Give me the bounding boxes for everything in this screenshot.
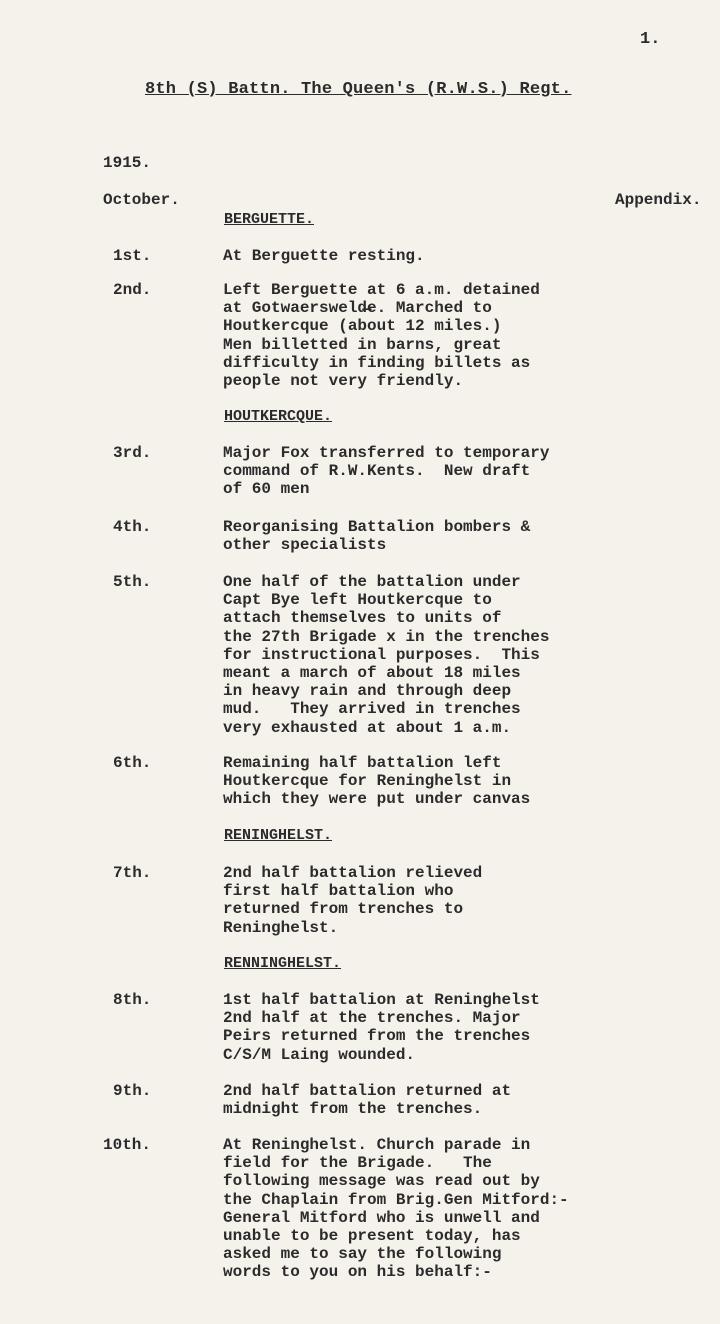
entry-text: Reorganising Battalion bombers & other specialists (223, 518, 531, 555)
location-heading-reninghelst: RENINGHELST. (224, 827, 333, 844)
entry-date: 2nd. (113, 281, 152, 299)
entry-text: 2nd half battalion returned at midnight from the trenches. (223, 1082, 512, 1119)
entry-date: 6th. (113, 754, 152, 772)
entry-text: Left Berguette at 6 a.m. detained at Gotwaersweld̶e. Marched to Houtkercque (about 12 miles.) Men billetted in barns, great difficulty in finding billets as people not very friendly. (223, 281, 540, 391)
month: October. (103, 191, 180, 209)
entry-text: At Reninghelst. Church parade in field for the Brigade. The following message was read out by the Chaplain from Brig.Gen Mitford:- General Mitford who is unwell and unable to be present today, has asked me to say the following words to you on his behalf:- (223, 1136, 569, 1282)
entry-text: One half of the battalion under Capt Bye left Houtkercque to attach themselves to units of the 27th Brigade x in the trenches for instructional purposes. This meant a march of about 18 miles in heavy rain and through deep mud. They arrived in trenches very exhausted at about 1 a.m. (223, 573, 550, 737)
year: 1915. (103, 154, 152, 172)
location-heading-houtkercque: HOUTKERCQUE. (224, 408, 333, 425)
entry-date: 3rd. (113, 444, 152, 462)
appendix-label: Appendix. (615, 191, 702, 209)
location-heading-renninghelst: RENNINGHELST. (224, 955, 342, 972)
entry-text: Remaining half battalion left Houtkercque for Reninghelst in which they were put under canvas (223, 754, 531, 809)
entry-date: 10th. (103, 1136, 152, 1154)
entry-date: 4th. (113, 518, 152, 536)
entry-date: 7th. (113, 864, 152, 882)
entry-date: 8th. (113, 991, 152, 1009)
entry-text: Major Fox transferred to temporary command of R.W.Kents. New draft of 60 men (223, 444, 550, 499)
location-heading-berguette: BERGUETTE. (224, 211, 315, 228)
entry-text: 1st half battalion at Reninghelst 2nd half at the trenches. Major Peirs returned from the trenches C/S/M Laing wounded. (223, 991, 540, 1064)
entry-text: 2nd half battalion relieved first half battalion who returned from trenches to Reninghelst. (223, 864, 483, 937)
entry-date: 9th. (113, 1082, 152, 1100)
document-title: 8th (S) Battn. The Queen's (R.W.S.) Regt. (145, 80, 572, 99)
entry-date: 1st. (113, 247, 152, 265)
entry-text: At Berguette resting. (223, 247, 425, 265)
entry-date: 5th. (113, 573, 152, 591)
page-number: 1. (640, 30, 661, 49)
